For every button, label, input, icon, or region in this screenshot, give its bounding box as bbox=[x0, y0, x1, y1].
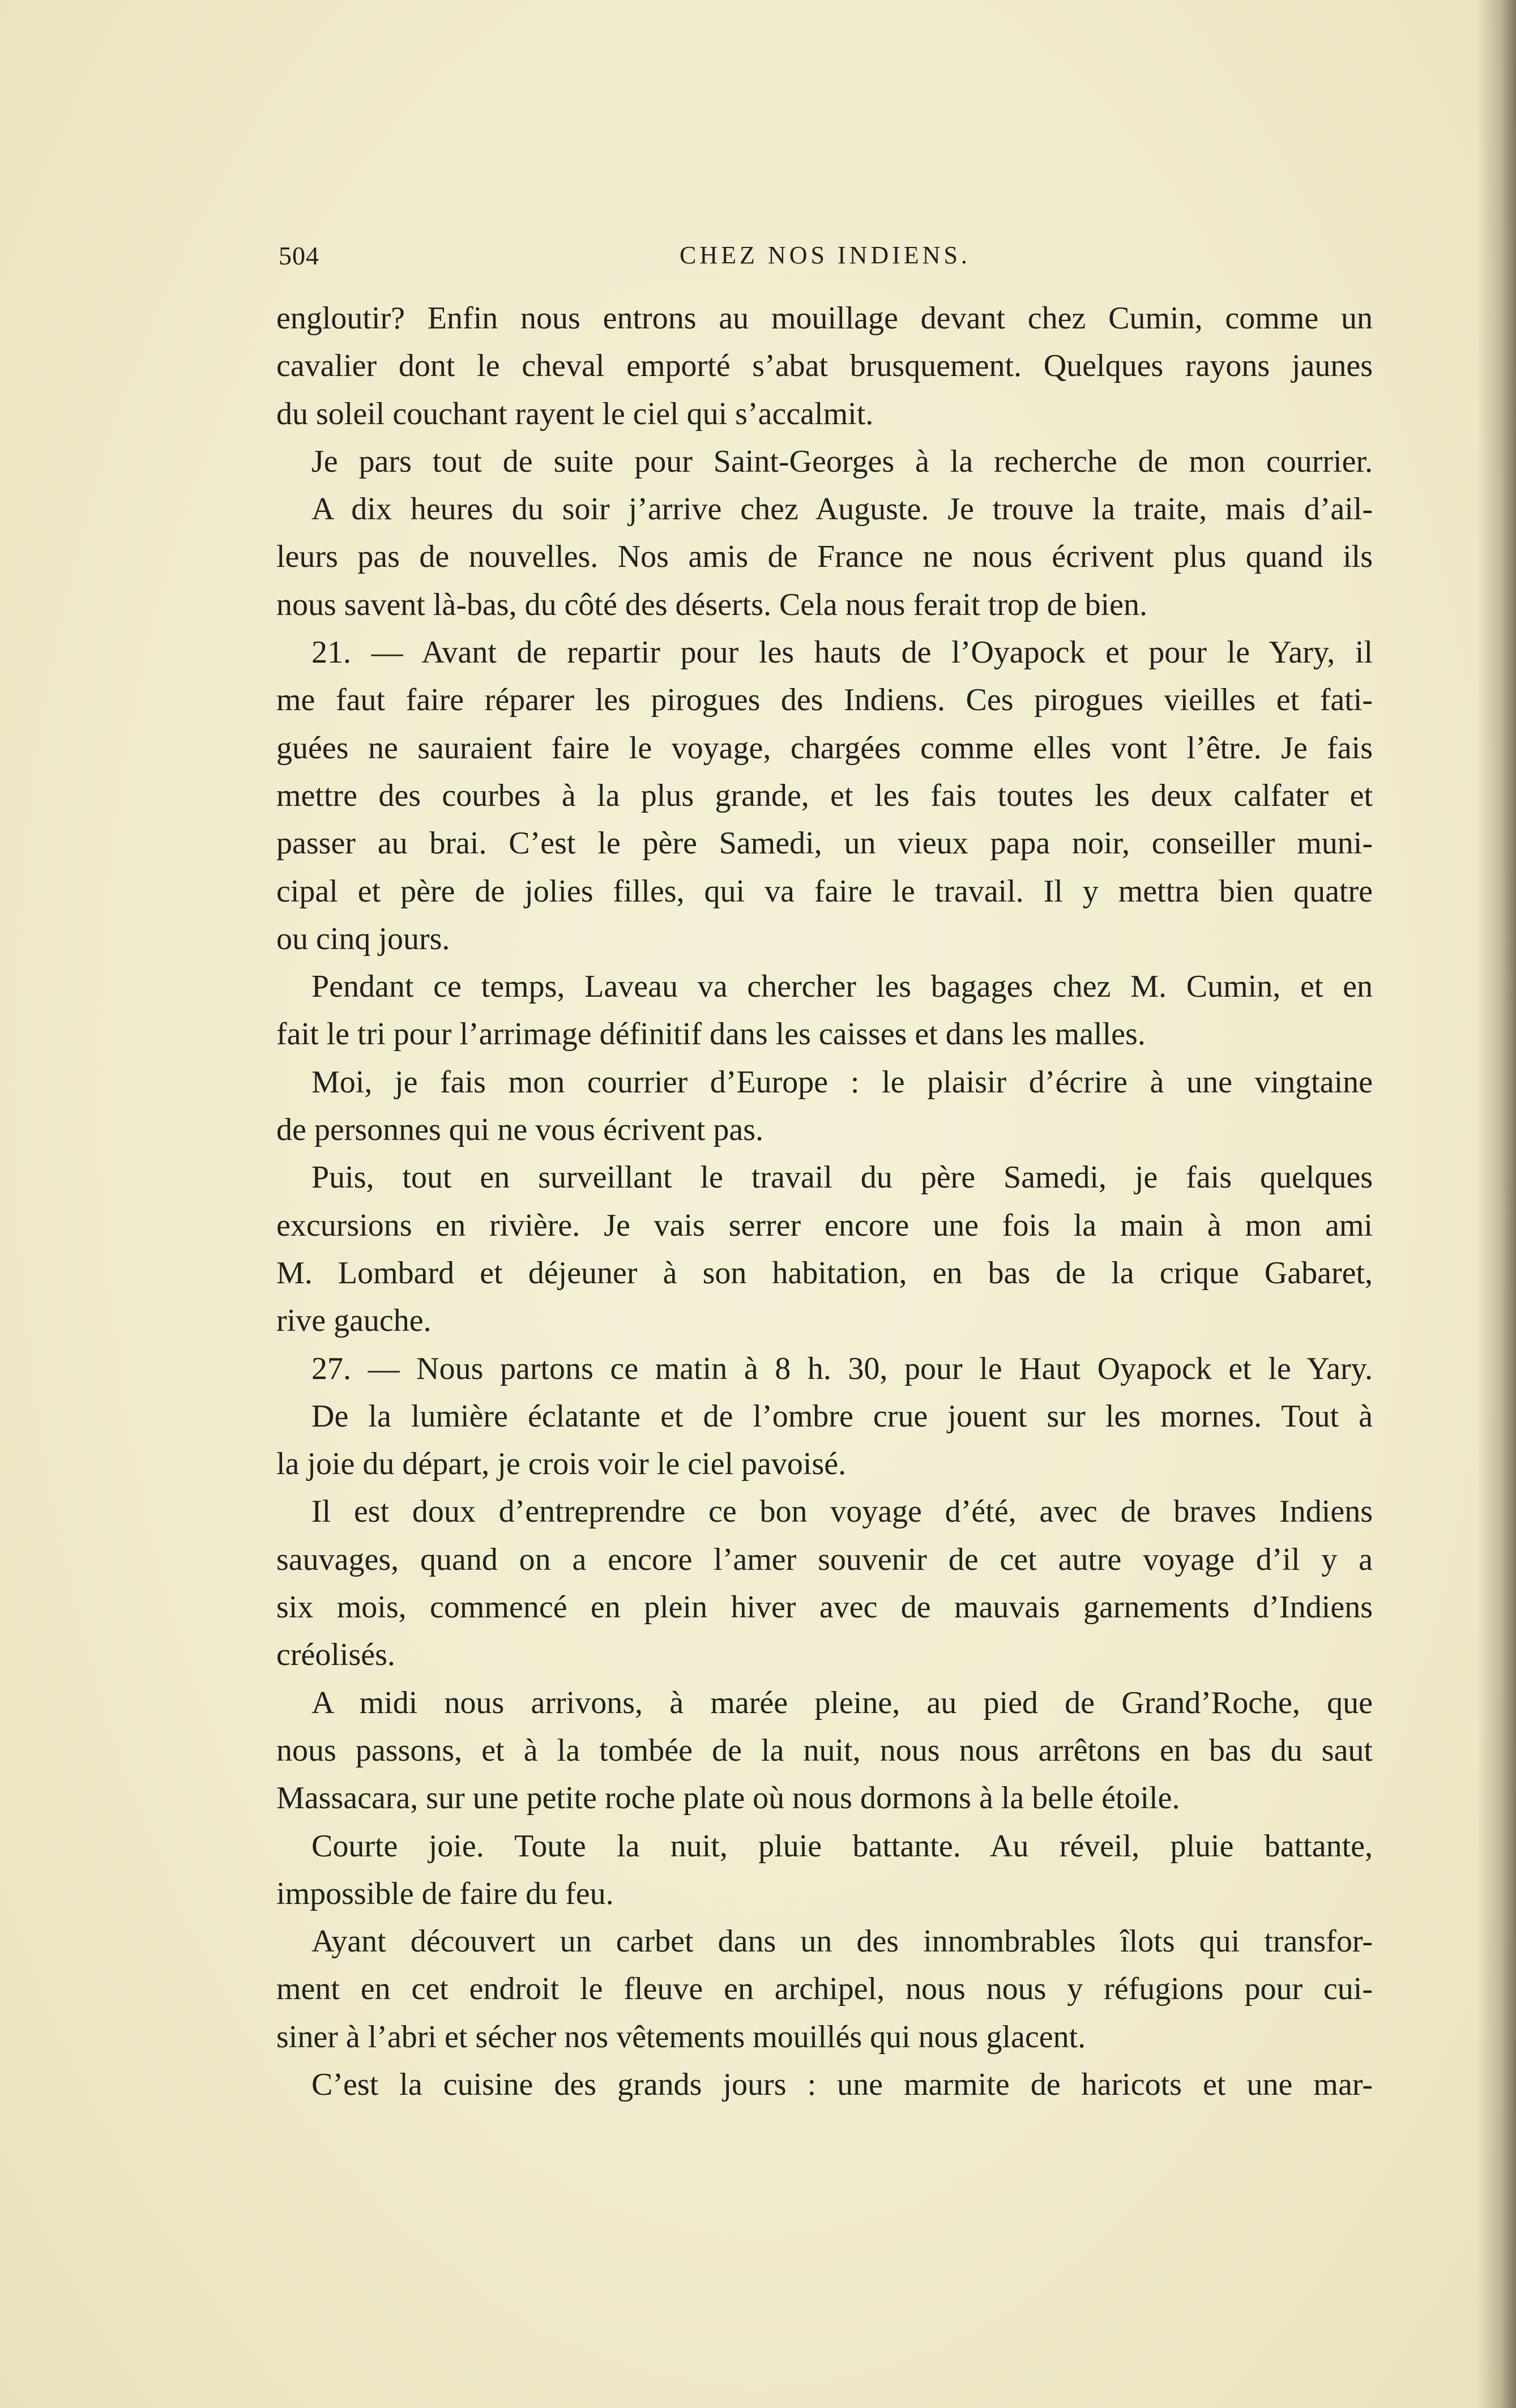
text-line: du soleil couchant rayent le ciel qui s’accalmit. bbox=[276, 396, 874, 432]
text-line: Puis, tout en surveillant le travail du père Samedi, je fais quelques bbox=[311, 1160, 1373, 1196]
text-line: cavalier dont le cheval emporté s’abat brusquement. Quelques rayons jaunes bbox=[276, 348, 1373, 384]
text-line: 21. — Avant de repartir pour les hauts de l’Oyapock et pour le Yary, il bbox=[311, 635, 1373, 671]
text-line: A midi nous arrivons, à marée pleine, au pied de Grand’Roche, que bbox=[311, 1685, 1373, 1720]
binding-shadow bbox=[1476, 0, 1516, 2408]
text-line: Pendant ce temps, Laveau va chercher les bagages chez M. Cumin, et en bbox=[311, 969, 1373, 1005]
text-line: Je pars tout de suite pour Saint-Georges à la recherche de mon courrier. bbox=[311, 443, 1373, 479]
text-line: nous passons, et à la tombée de la nuit, nous nous arrêtons en bas du saut bbox=[276, 1732, 1373, 1768]
text-line: Courte joie. Toute la nuit, pluie battante. Au réveil, pluie battante, bbox=[311, 1828, 1373, 1864]
text-line: passer au brai. C’est le père Samedi, un vieux papa noir, conseiller muni- bbox=[276, 826, 1373, 861]
text-line: De la lumière éclatante et de l’ombre crue jouent sur les mornes. Tout à bbox=[311, 1398, 1373, 1434]
text-line: créolisés. bbox=[276, 1637, 395, 1673]
text-line: Il est doux d’entreprendre ce bon voyage d’été, avec de braves Indiens bbox=[311, 1494, 1373, 1530]
text-line: ment en cet endroit le fleuve en archipel, nous nous y réfugions pour cui- bbox=[276, 1971, 1373, 2007]
text-line: nous savent là-bas, du côté des déserts. Cela nous ferait trop de bien. bbox=[276, 587, 1148, 622]
body-text bbox=[276, 294, 1373, 2108]
text-line: guées ne sauraient faire le voyage, chargées comme elles vont l’être. Je fais bbox=[276, 730, 1373, 766]
text-line: ou cinq jours. bbox=[276, 921, 450, 957]
text-line: A dix heures du soir j’arrive chez Auguste. Je trouve la traite, mais d’ail- bbox=[311, 492, 1373, 527]
running-title: CHEZ NOS INDIENS. bbox=[680, 241, 971, 269]
text-line: de personnes qui ne vous écrivent pas. bbox=[276, 1112, 763, 1148]
text-line: leurs pas de nouvelles. Nos amis de France ne nous écrivent plus quand ils bbox=[276, 539, 1373, 575]
text-line: excursions en rivière. Je vais serrer encore une fois la main à mon ami bbox=[276, 1207, 1373, 1243]
text-line: Moi, je fais mon courrier d’Europe : le plaisir d’écrire à une vingtaine bbox=[311, 1064, 1373, 1100]
text-line: M. Lombard et déjeuner à son habitation, en bas de la crique Gabaret, bbox=[276, 1255, 1373, 1291]
text-line: Massacara, sur une petite roche plate où nous dormons à la belle étoile. bbox=[276, 1781, 1180, 1816]
text-line: la joie du départ, je crois voir le ciel pavoisé. bbox=[276, 1446, 847, 1482]
text-line: mettre des courbes à la plus grande, et les fais toutes les deux calfater et bbox=[276, 778, 1373, 813]
text-line: rive gauche. bbox=[276, 1303, 432, 1339]
text-line: siner à l’abri et sécher nos vêtements mouillés qui nous glacent. bbox=[276, 2019, 1086, 2055]
text-line: impossible de faire du feu. bbox=[276, 1876, 614, 1911]
text-line: C’est la cuisine des grands jours : une marmite de haricots et une mar- bbox=[311, 2067, 1373, 2102]
page-header bbox=[279, 241, 1372, 280]
text-line: engloutir? Enfin nous entrons au mouillage devant chez Cumin, comme un bbox=[276, 301, 1373, 336]
text-line: 27. — Nous partons ce matin à 8 h. 30, pour le Haut Oyapock et le Yary. bbox=[311, 1351, 1373, 1386]
text-line: fait le tri pour l’arrimage définitif dans les caisses et dans les malles. bbox=[276, 1017, 1146, 1052]
text-line: six mois, commencé en plein hiver avec de mauvais garnements d’Indiens bbox=[276, 1590, 1373, 1625]
text-line: sauvages, quand on a encore l’amer souvenir de cet autre voyage d’il y a bbox=[276, 1542, 1373, 1577]
text-line: cipal et père de jolies filles, qui va faire le travail. Il y mettra bien quatre bbox=[276, 873, 1373, 909]
text-line: me faut faire réparer les pirogues des Indiens. Ces pirogues vieilles et fati- bbox=[276, 682, 1373, 718]
text-line: Ayant découvert un carbet dans un des innombrables îlots qui transfor- bbox=[311, 1924, 1373, 1959]
page-number: 504 bbox=[279, 241, 319, 270]
